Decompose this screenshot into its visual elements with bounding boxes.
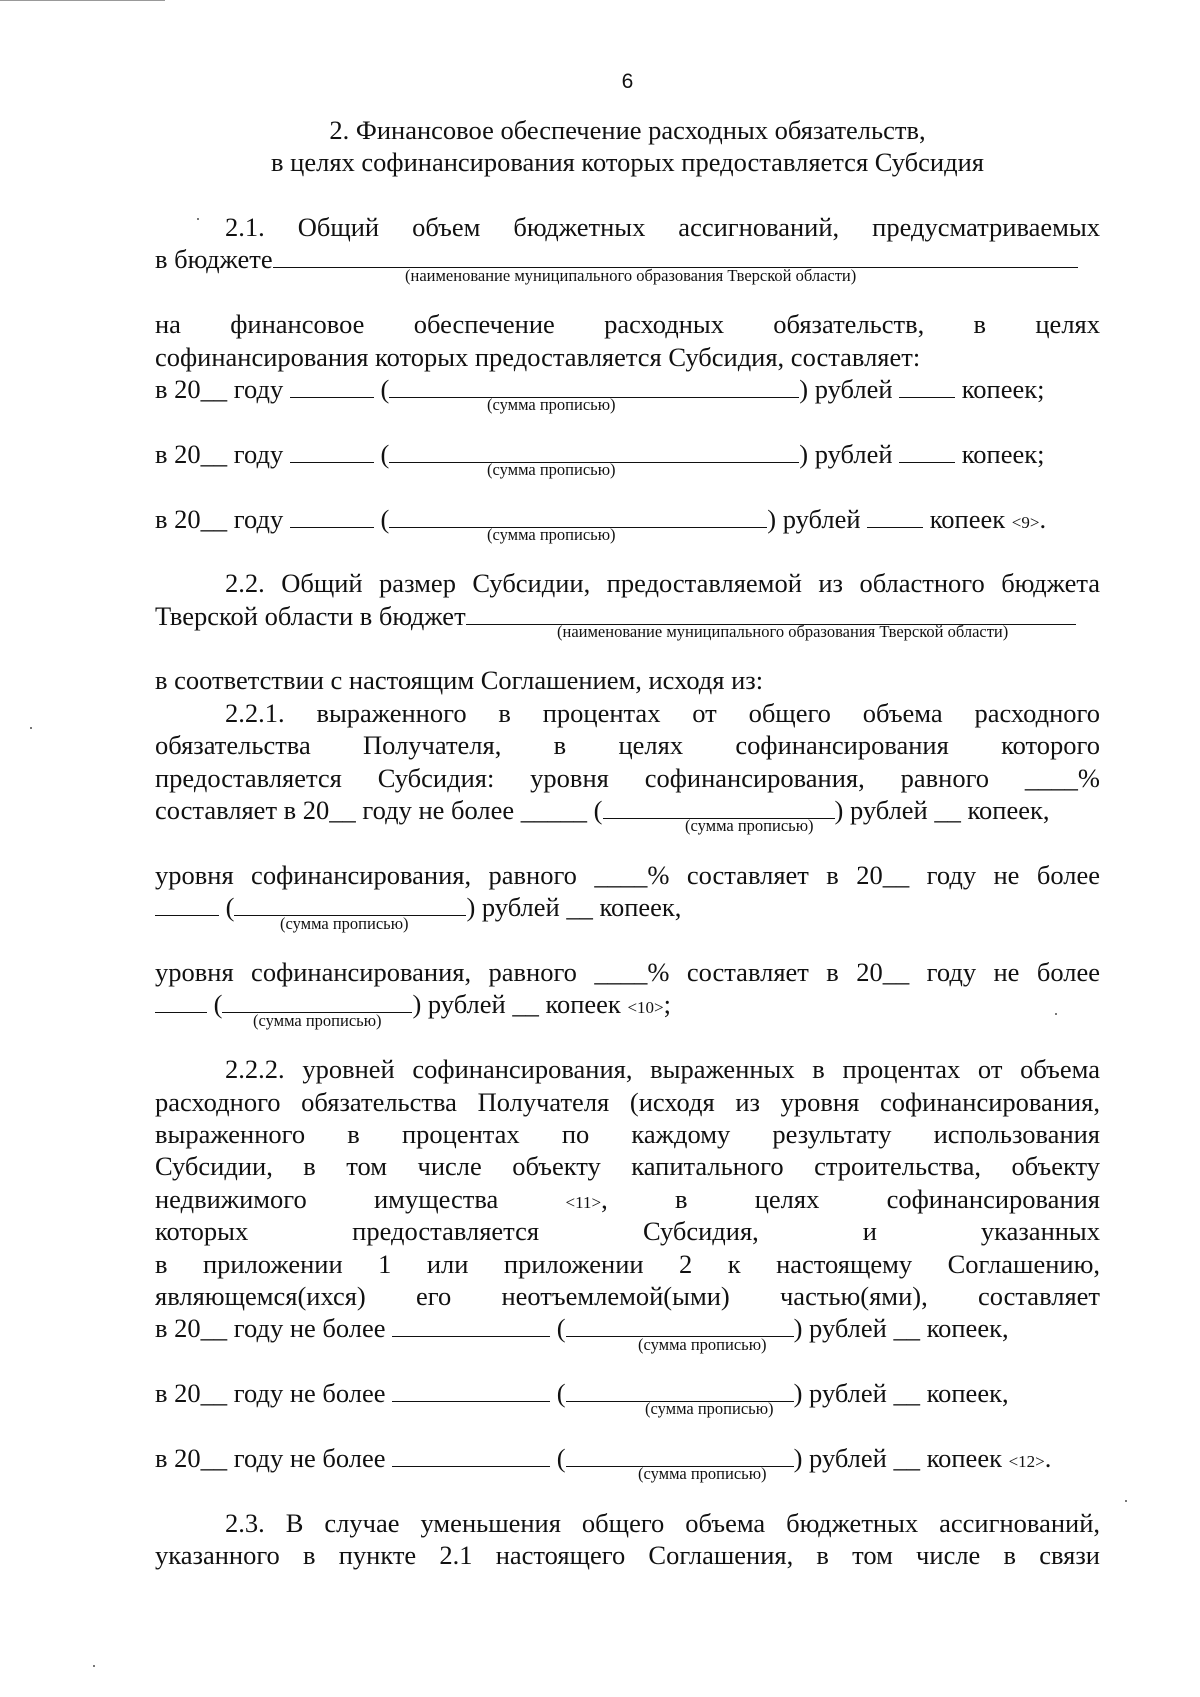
amount-words-blank[interactable] [566, 1314, 794, 1337]
p2-2-2-line-7: в приложении 1 или приложении 2 к настоящему Соглашению, [155, 1248, 1100, 1279]
p2-2-1-line-5: уровня софинансирования, равного ____% составляет в 20__ году не более [155, 859, 1100, 890]
scan-edge-line [0, 0, 165, 1]
footnote-ref-9[interactable]: <9> [1011, 512, 1040, 532]
spacer [155, 826, 1100, 858]
section-title-line-1: 2. Финансовое обеспечение расходных обязательств, [329, 115, 926, 145]
amount-digits-blank[interactable] [155, 893, 219, 916]
p2-2-2-line-3: выраженного в процентах по каждому результату использования [155, 1118, 1100, 1149]
p2-2-1-line-7: уровня софинансирования, равного ____% составляет в 20__ году не более [155, 956, 1100, 987]
amount-digits-blank[interactable] [392, 1444, 550, 1467]
p2-2-line-3: в соответствии с настоящим Соглашением, исходя из: [155, 665, 764, 696]
scan-speck [1125, 1500, 1127, 1502]
p2-1-budget-label: в бюджете [155, 244, 273, 275]
year-row-1: в 20__ году ( ) рублей копеек; [155, 373, 1045, 404]
spacer [155, 470, 1100, 502]
p2-2-2-line-5: недвижимого имущества <11>, в целях софинансирования [155, 1183, 1100, 1214]
scan-speck [197, 218, 199, 220]
document-body: 2.1. Общий объем бюджетных ассигнований, предусматриваемых в бюджете (наименование муниципального образования Тверской области) на финансовое обеспечение расходных обязательств, в целях софинансирования которых предоставляется Субсидия, составляет: в 20__ году ( ) рублей копеек; (сумма прописью) в 20__ году ( ) рублей копеек; (сумма прописью) в 20__ году ( ) рублей копеек <9>. (сумма прописью) 2.2. Общий размер Субсидии, предоставляемой из областного бюджета Тверской области в бюджет (наименование муниципального образования Тверской области) в соответствии с настоящим Соглашением, исходя из: 2.2.1. выраженного в процентах от общего объема расходного обязательства Получателя, в целях софинансирования которого предоставляется Субсидия: уровня софинансирования, равного ____% составляет в 20__ году не более _____ ( ) рублей __ копеек, (сумма прописью) уровня софинансирования, равного ____% составляет в 20__ году не более ( ) рублей __ копеек, (сумма прописью) уровня софинансирования, равного ____% составляет в 20__ году не более ( ) рублей __ копеек <10>; (сумма прописью) 2.2.2. уровней софинансирования, выраженных в процентах от объема расходного обязательства Получателя (исходя из уровня софинансирования, выраженного в процентах по каждому результату использования Субсидии, в том числе объекту капитального строительства, объекту недвижимого имущества <11>, в целях софинансирования которых предоставляется Субсидия, и указанных в приложении 1 или приложении 2 к настоящему Соглашению, являющемся(ихся) его неотъемлемой(ыми) частью(ями), составляет в 20__ году не более ( ) рублей __ копеек, (сумма прописью) в 20__ году не более ( ) рублей __ копеек, (сумма прописью) в 20__ году не более ( ) рублей __ копеек <12>. (сумма прописью) 2.3. В случае уменьшения общего объема бюджетных ассигнований, указанного в пункте 2.1 настоящего Соглашения, в том числе в связи [155, 212, 1100, 1571]
p2-3-line-1: 2.3. В случае уменьшения общего объема бюджетных ассигнований, [225, 1507, 1100, 1538]
p2-1-line-1: 2.1. Общий объем бюджетных ассигнований, предусматриваемых [225, 212, 1100, 242]
amount-digits-blank[interactable] [392, 1379, 550, 1402]
p2-2-2-line-1: 2.2.2. уровней софинансирования, выраженных в процентах от объема [225, 1054, 1100, 1085]
section-title [155, 114, 1100, 179]
scan-speck [30, 727, 32, 729]
amount-digits-blank[interactable] [155, 990, 207, 1013]
p2-2-1-line-3: предоставляется Субсидия: уровня софинансирования, равного ____% [155, 762, 1100, 793]
municipality-caption: (наименование муниципального образования Тверской области) [405, 265, 857, 285]
page-number: 6 [621, 70, 634, 93]
p2-2-2-year-row-3: в 20__ году не более ( ) рублей __ копеек <12>. [155, 1442, 1052, 1473]
kopeck-blank[interactable] [899, 440, 955, 463]
p2-2-2-line-2: расходного обязательства Получателя (исходя из уровня софинансирования, [155, 1086, 1100, 1117]
p2-2-2-year-row-1: в 20__ году не более ( ) рублей __ копеек, [155, 1313, 1009, 1344]
p2-2-2-year-row-2: в 20__ году не более ( ) рублей __ копеек, [155, 1378, 1009, 1409]
spacer [155, 405, 1100, 437]
p2-2-line-2: Тверской области в бюджет [155, 600, 1100, 632]
amount-words-blank[interactable] [234, 893, 466, 916]
year-row-3: в 20__ году ( ) рублей копеек <9>. [155, 503, 1047, 534]
section-title-line-2: в целях софинансирования которых предоставляется Субсидия [271, 147, 984, 178]
year-row-2: в 20__ году ( ) рублей копеек; [155, 438, 1045, 469]
amount-digits-blank[interactable] [290, 375, 374, 398]
p2-2-1-line-1: 2.2.1. выраженного в процентах от общего объема расходного [225, 697, 1100, 728]
amount-digits-blank[interactable] [290, 505, 374, 528]
spacer [155, 1345, 1100, 1377]
spacer [155, 535, 1100, 567]
p2-1-line-3: на финансовое обеспечение расходных обязательств, в целях [155, 309, 1100, 340]
scan-speck [93, 1665, 95, 1667]
kopeck-blank[interactable] [899, 375, 955, 398]
document-page [155, 0, 1100, 1697]
p2-3-line-2: указанного в пункте 2.1 настоящего Соглашения, в том числе в связи [155, 1540, 1100, 1571]
p2-2-2-line-6: которых предоставляется Субсидия, и указанных [155, 1216, 1100, 1247]
spacer [155, 1409, 1100, 1441]
footnote-ref-12[interactable]: <12> [1008, 1451, 1045, 1471]
spacer [155, 1474, 1100, 1506]
p2-2-1-line-2: обязательства Получателя, в целях софинансирования которого [155, 730, 1100, 761]
p2-2-1-line-6: ( ) рублей __ копеек, [155, 891, 1100, 923]
p2-2-2-line-4: Субсидии, в том числе объекту капитального строительства, объекту [155, 1151, 1100, 1182]
amount-digits-blank[interactable] [392, 1314, 550, 1337]
p2-2-1-line-8: ( ) рублей __ копеек <10>; [155, 988, 1100, 1020]
p2-1-line-4: софинансирования которых предоставляется Субсидия, составляет: [155, 341, 921, 372]
kopeck-blank[interactable] [867, 505, 923, 528]
amount-digits-blank[interactable] [290, 440, 374, 463]
p2-2-line-1: 2.2. Общий размер Субсидии, предоставляемой из областного бюджета [225, 568, 1100, 599]
footnote-ref-10[interactable]: <10> [627, 998, 664, 1018]
p2-2-1-line-4: составляет в 20__ году не более _____ ( ) рублей __ копеек, [155, 795, 1050, 826]
scan-speck [1055, 1013, 1057, 1015]
municipality-name-blank[interactable] [273, 245, 1078, 268]
p2-2-2-line-8: являющемся(ихся) его неотъемлемой(ыми) частью(ями), составляет [155, 1280, 1100, 1311]
amount-words-blank[interactable] [222, 990, 412, 1013]
footnote-ref-11[interactable]: <11> [565, 1192, 602, 1212]
